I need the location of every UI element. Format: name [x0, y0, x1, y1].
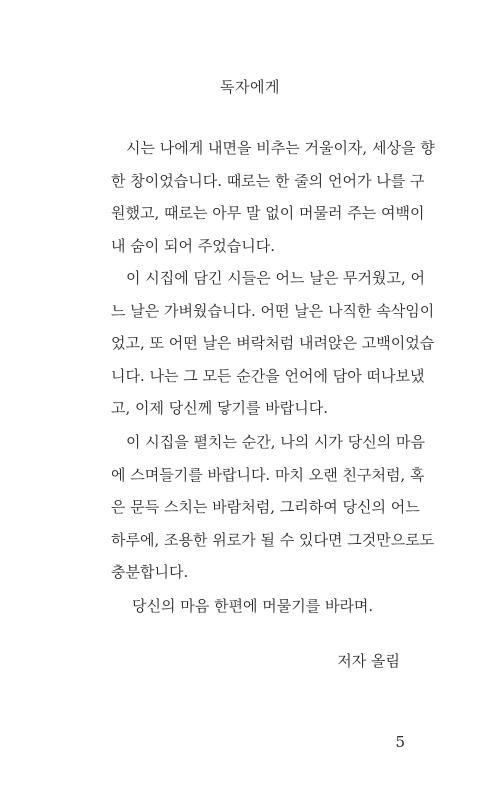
paragraph-line: 이 시집에 담긴 시들은 어느 날은 무거웠고, 어 — [111, 269, 425, 287]
paragraph-line: 었고, 또 어떤 날은 벼락처럼 내려앉은 고백이었습 — [111, 334, 435, 352]
paragraph-line: 에 스며들기를 바랍니다. 마치 오랜 친구처럼, 혹 — [111, 465, 425, 484]
paragraph-line: 충분합니다. — [111, 563, 189, 581]
paragraph-line: 고, 이제 당신께 닿기를 바랍니다. — [111, 399, 328, 417]
paragraph-line: 느 날은 가벼웠습니다. 어떤 날은 나직한 속삭임이 — [111, 301, 435, 320]
paragraph-line: 시는 나에게 내면을 비추는 거울이자, 세상을 향 — [111, 139, 435, 157]
page-title: 독자에게 — [220, 78, 280, 96]
page-number: 5 — [395, 733, 405, 751]
paragraph-line: 니다. 나는 그 모든 순간을 언어에 담아 떠나보냈 — [111, 366, 425, 385]
paragraph-1 — [111, 132, 435, 262]
paragraph-line: 이 시집을 펼치는 순간, 나의 시가 당신의 마음 — [111, 433, 425, 451]
paragraph-line: 한 창이었습니다. 때로는 한 줄의 언어가 나를 구 — [111, 171, 425, 190]
paragraph-3 — [111, 426, 435, 589]
paragraph-line: 내 숨이 되어 주었습니다. — [111, 236, 275, 255]
paragraph-line: 원했고, 때로는 아무 말 없이 머물러 주는 여백이 — [111, 204, 425, 222]
paragraph-line: 하루에, 조용한 위로가 될 수 있다면 그것만으로도 — [111, 530, 435, 549]
paragraph-2 — [111, 262, 435, 425]
paragraph-line: 은 문득 스치는 바람처럼, 그리하여 당신의 어느 — [111, 498, 420, 516]
signature: 저자 올림 — [337, 652, 400, 670]
closing-line: 당신의 마음 한편에 머물기를 바라며. — [132, 597, 374, 615]
